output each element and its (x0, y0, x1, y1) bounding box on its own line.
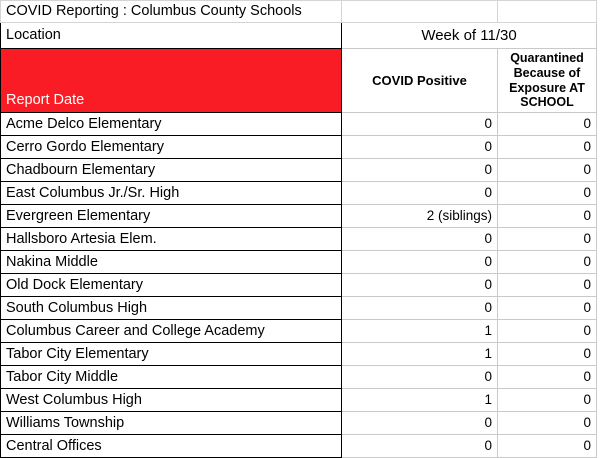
header-week-of[interactable]: Week of 11/30 (342, 23, 597, 49)
cell-quarantined[interactable]: 0 (498, 343, 597, 366)
cell-covid-positive[interactable]: 0 (342, 228, 498, 251)
document-title[interactable]: COVID Reporting : Columbus County Schools (1, 1, 342, 23)
table-row (1, 113, 597, 136)
cell-location[interactable]: South Columbus High (1, 297, 342, 320)
cell-quarantined[interactable]: 0 (498, 274, 597, 297)
cell-quarantined[interactable]: 0 (498, 320, 597, 343)
header-row-primary (1, 23, 597, 49)
cell-covid-positive[interactable]: 0 (342, 182, 498, 205)
cell-quarantined[interactable]: 0 (498, 412, 597, 435)
table-row (1, 159, 597, 182)
cell-covid-positive[interactable]: 0 (342, 136, 498, 159)
table-row (1, 412, 597, 435)
table-row (1, 228, 597, 251)
cell-location[interactable]: Chadbourn Elementary (1, 159, 342, 182)
cell-covid-positive[interactable]: 0 (342, 113, 498, 136)
table-row (1, 343, 597, 366)
header-row-secondary (1, 49, 597, 113)
report-date-cell[interactable]: Report Date (1, 49, 342, 113)
cell-quarantined[interactable]: 0 (498, 297, 597, 320)
cell-quarantined[interactable]: 0 (498, 228, 597, 251)
cell-covid-positive[interactable]: 2 (siblings) (342, 205, 498, 228)
table-row (1, 435, 597, 458)
cell-quarantined[interactable]: 0 (498, 366, 597, 389)
header-quarantined-at-school[interactable]: Quarantined Because of Exposure AT SCHOOL (498, 49, 597, 113)
cell-covid-positive[interactable]: 1 (342, 389, 498, 412)
table-row (1, 389, 597, 412)
cell-location[interactable]: Cerro Gordo Elementary (1, 136, 342, 159)
cell-location[interactable]: Williams Township (1, 412, 342, 435)
cell-location[interactable]: Hallsboro Artesia Elem. (1, 228, 342, 251)
table-row (1, 182, 597, 205)
cell-covid-positive[interactable]: 0 (342, 159, 498, 182)
title-row-blank-positive[interactable] (342, 1, 498, 23)
cell-quarantined[interactable]: 0 (498, 113, 597, 136)
table-row (1, 274, 597, 297)
cell-quarantined[interactable]: 0 (498, 136, 597, 159)
cell-location[interactable]: Nakina Middle (1, 251, 342, 274)
cell-covid-positive[interactable]: 0 (342, 297, 498, 320)
cell-quarantined[interactable]: 0 (498, 182, 597, 205)
table-row (1, 297, 597, 320)
cell-location[interactable]: Tabor City Elementary (1, 343, 342, 366)
header-covid-positive[interactable]: COVID Positive (342, 49, 498, 113)
cell-quarantined[interactable]: 0 (498, 251, 597, 274)
cell-covid-positive[interactable]: 0 (342, 366, 498, 389)
cell-covid-positive[interactable]: 0 (342, 251, 498, 274)
cell-location[interactable]: Acme Delco Elementary (1, 113, 342, 136)
table-row (1, 366, 597, 389)
cell-quarantined[interactable]: 0 (498, 205, 597, 228)
cell-location[interactable]: Central Offices (1, 435, 342, 458)
cell-location[interactable]: Old Dock Elementary (1, 274, 342, 297)
cell-location[interactable]: West Columbus High (1, 389, 342, 412)
cell-location[interactable]: Columbus Career and College Academy (1, 320, 342, 343)
cell-location[interactable]: East Columbus Jr./Sr. High (1, 182, 342, 205)
cell-location[interactable]: Evergreen Elementary (1, 205, 342, 228)
cell-covid-positive[interactable]: 1 (342, 343, 498, 366)
cell-quarantined[interactable]: 0 (498, 389, 597, 412)
cell-quarantined[interactable]: 0 (498, 159, 597, 182)
cell-covid-positive[interactable]: 1 (342, 320, 498, 343)
table-body (1, 1, 597, 458)
table-row (1, 251, 597, 274)
table-row (1, 320, 597, 343)
header-location[interactable]: Location (1, 23, 342, 49)
title-row (1, 1, 597, 23)
cell-quarantined[interactable]: 0 (498, 435, 597, 458)
cell-covid-positive[interactable]: 0 (342, 412, 498, 435)
cell-covid-positive[interactable]: 0 (342, 435, 498, 458)
table-row (1, 205, 597, 228)
table-row (1, 136, 597, 159)
title-row-blank-quarantined[interactable] (498, 1, 597, 23)
cell-location[interactable]: Tabor City Middle (1, 366, 342, 389)
cell-covid-positive[interactable]: 0 (342, 274, 498, 297)
